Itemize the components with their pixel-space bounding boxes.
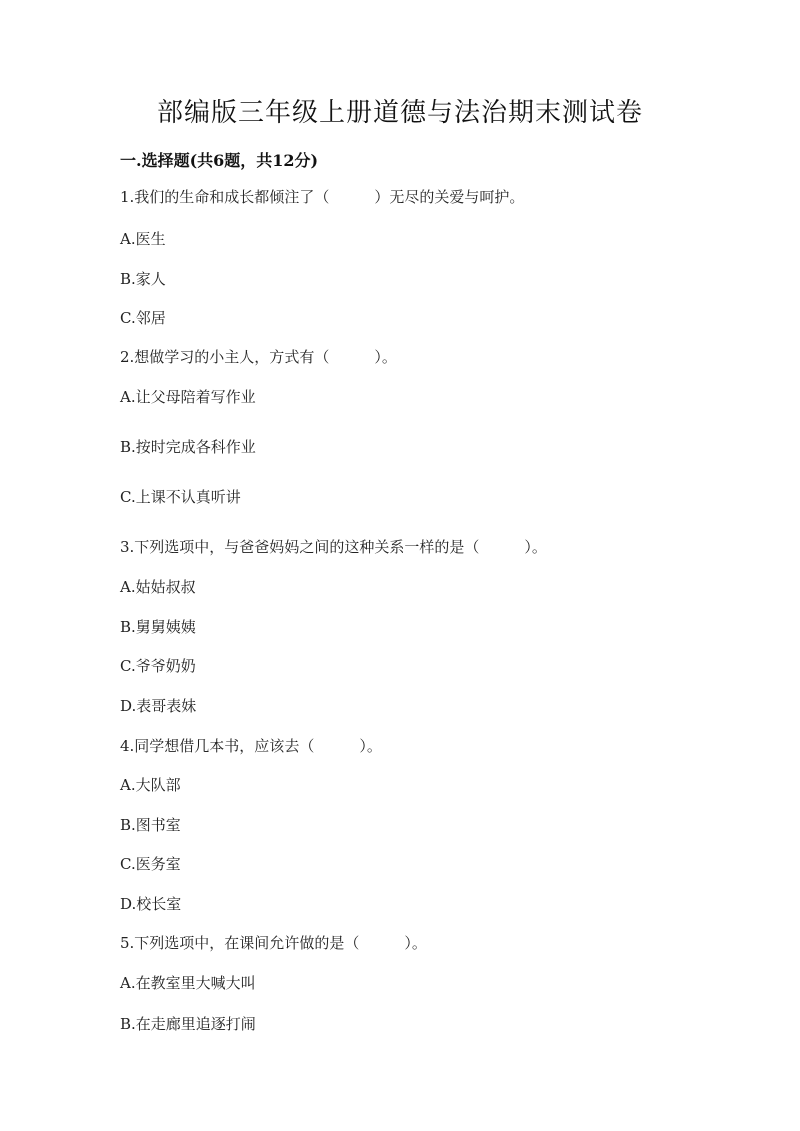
q5-option-a: A.在教室里大喊大叫 xyxy=(120,974,256,992)
q4-option-b: B.图书室 xyxy=(120,816,181,834)
q3-option-c: C.爷爷奶奶 xyxy=(120,657,196,675)
q1-option-c: C.邻居 xyxy=(120,309,166,327)
question-5: 5.下列选项中，在课间允许做的是（ ）。 xyxy=(120,934,427,952)
q4-option-a: A.大队部 xyxy=(120,776,181,794)
section-heading: 一.选择题(共6题，共12分) xyxy=(120,151,319,170)
q2-option-b: B.按时完成各科作业 xyxy=(120,438,256,456)
question-2: 2.想做学习的小主人，方式有（ ）。 xyxy=(120,348,397,366)
q3-option-b: B.舅舅姨姨 xyxy=(120,618,196,636)
question-1: 1.我们的生命和成长都倾注了（ ）无尽的关爱与呵护。 xyxy=(120,188,525,206)
question-3: 3.下列选项中，与爸爸妈妈之间的这种关系一样的是（ ）。 xyxy=(120,538,547,556)
q2-option-c: C.上课不认真听讲 xyxy=(120,488,241,506)
q3-option-d: D.表哥表妹 xyxy=(120,697,197,715)
q4-option-d: D.校长室 xyxy=(120,895,182,913)
q1-option-b: B.家人 xyxy=(120,270,166,288)
q2-option-a: A.让父母陪着写作业 xyxy=(120,388,256,406)
q1-option-a: A.医生 xyxy=(120,230,166,248)
q4-option-c: C.医务室 xyxy=(120,855,181,873)
question-4: 4.同学想借几本书，应该去（ ）。 xyxy=(120,737,382,755)
q3-option-a: A.姑姑叔叔 xyxy=(120,578,196,596)
q5-option-b: B.在走廊里追逐打闹 xyxy=(120,1015,256,1033)
page-title: 部编版三年级上册道德与法治期末测试卷 xyxy=(156,98,643,128)
